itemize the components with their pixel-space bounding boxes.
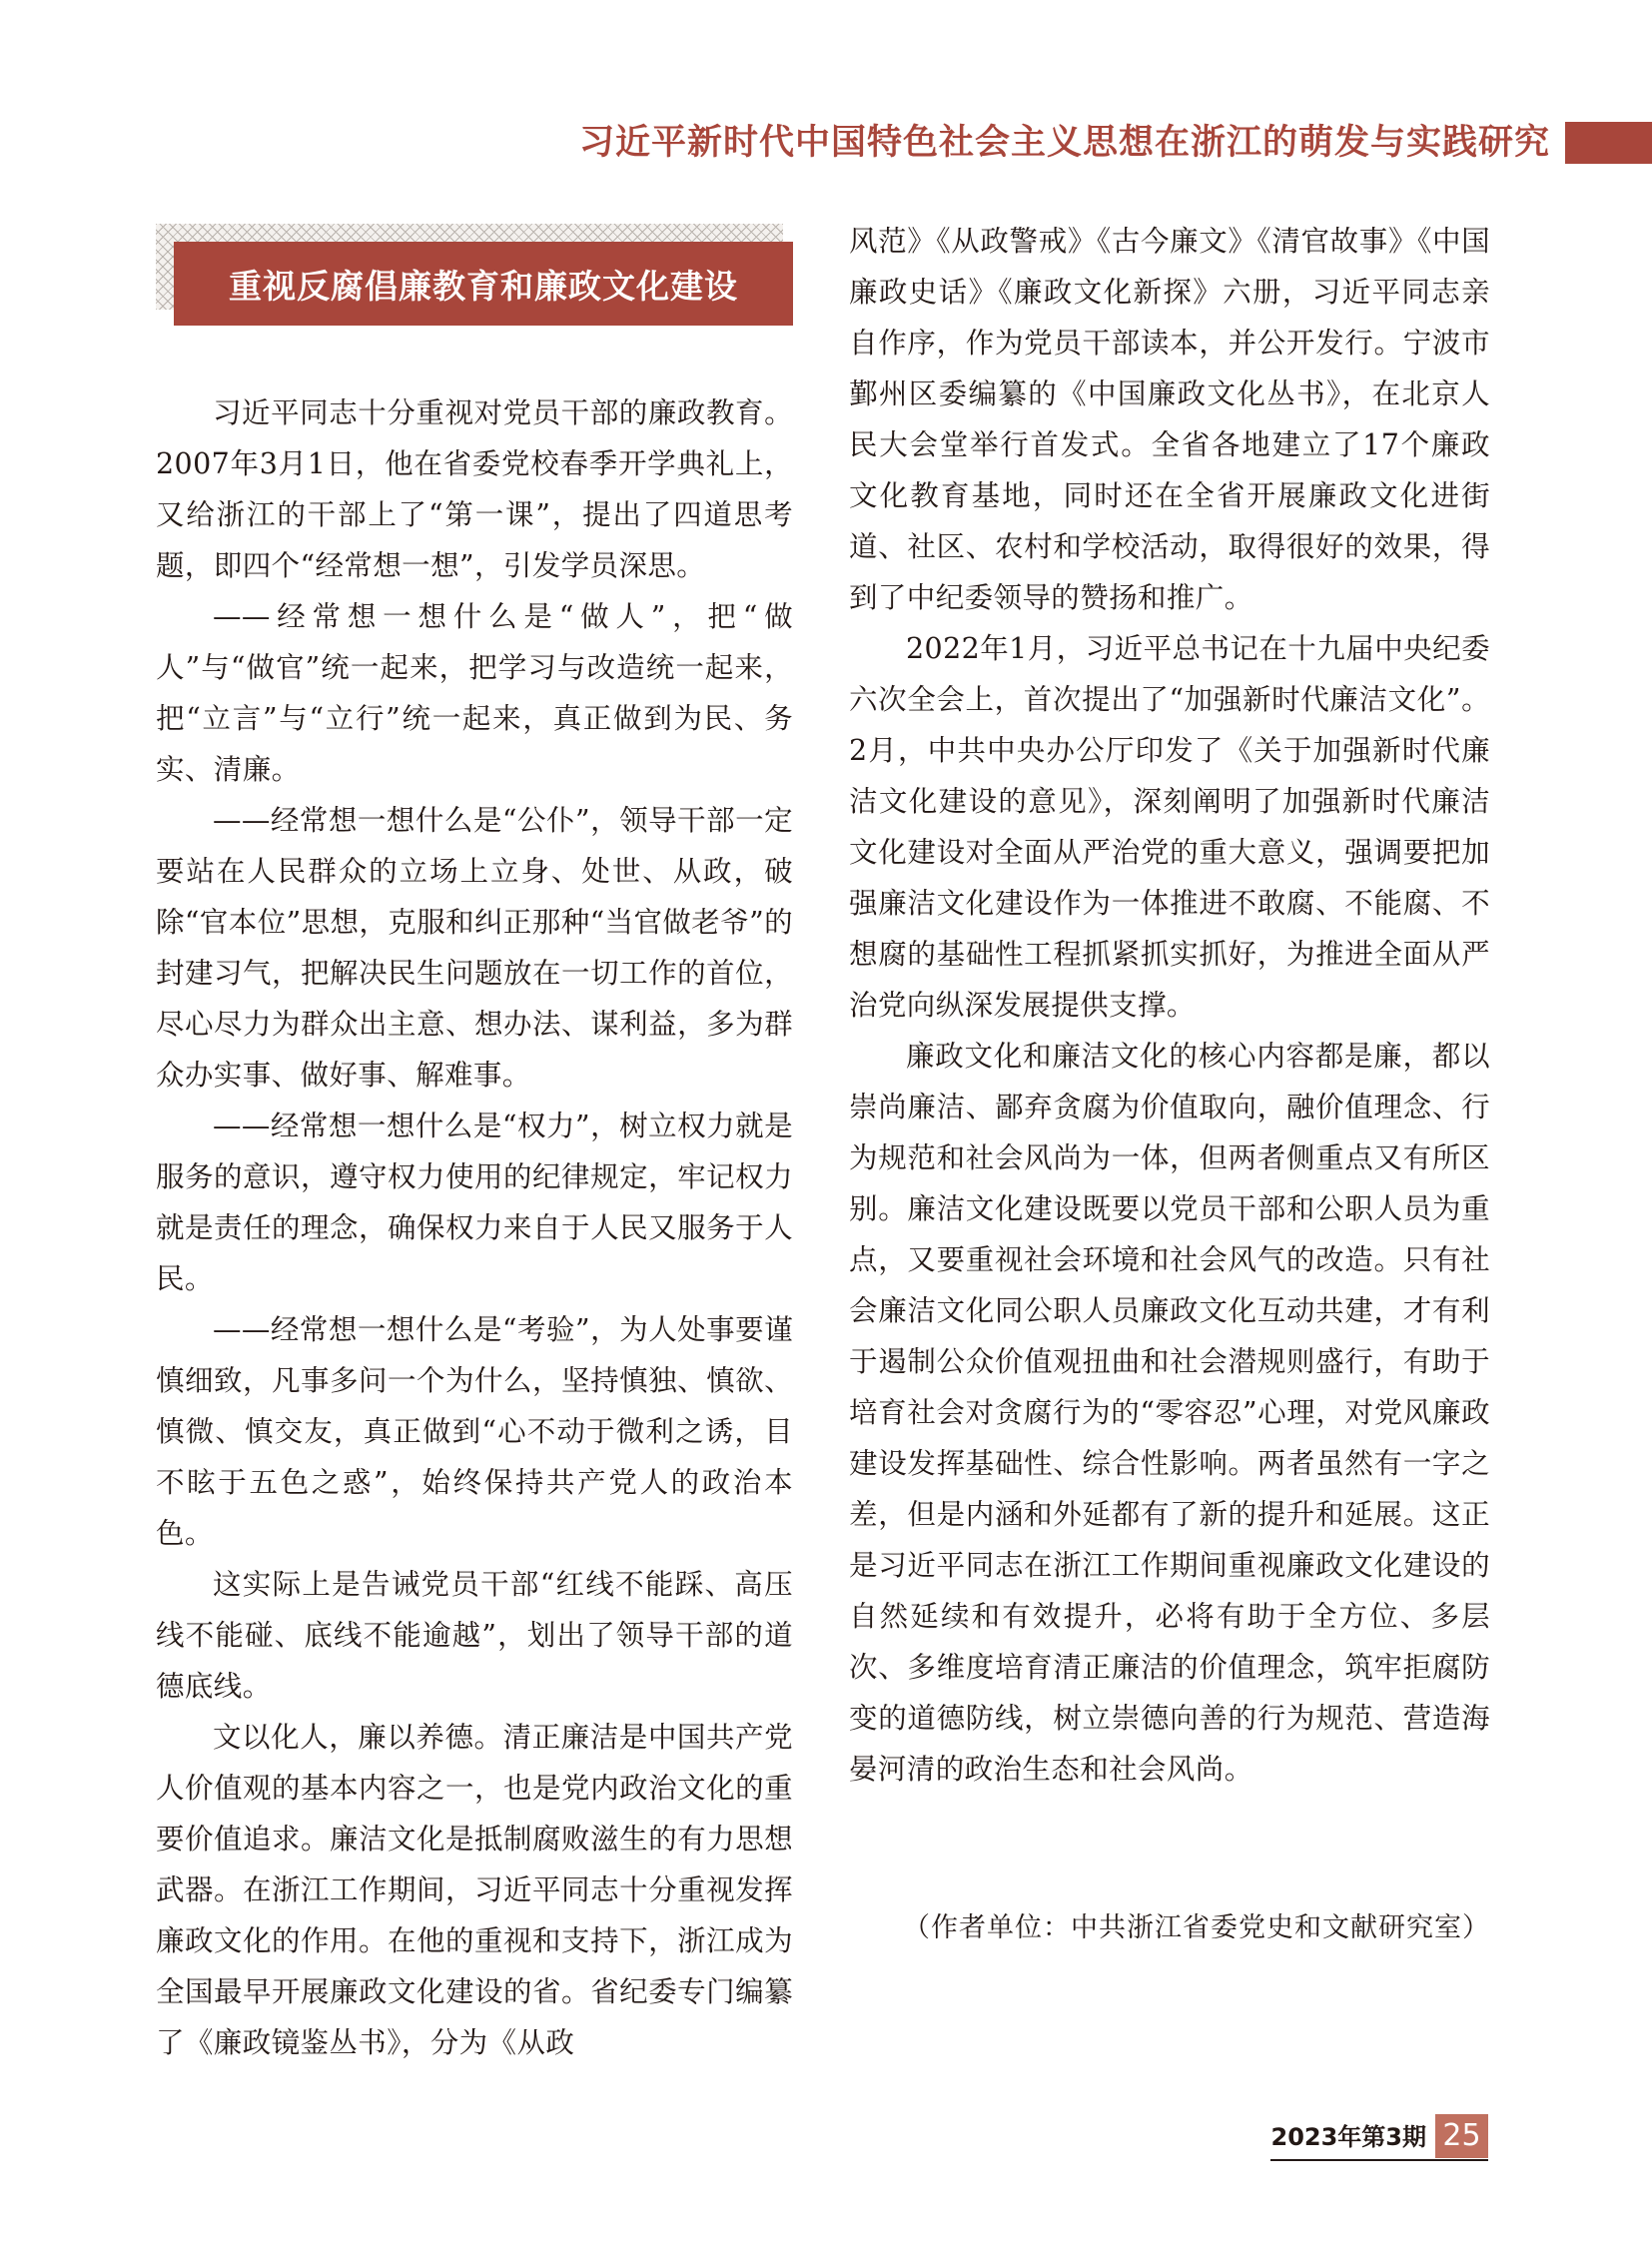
- left-column: [156, 387, 793, 2068]
- section-heading: 重视反腐倡廉教育和廉政文化建设: [174, 242, 793, 326]
- body-paragraph: 2022年1月，习近平总书记在十九届中央纪委六次全会上，首次提出了“加强新时代廉洁文化”。2月，中共中央办公厅印发了《关于加强新时代廉洁文化建设的意见》，深刻阐明了加强新时代廉洁文化建设对全面从严治党的重大意义，强调要把加强廉洁文化建设作为一体推进不敢腐、不能腐、不想腐的基础性工程抓紧抓实抓好，为推进全面从严治党向纵深发展提供支撑。: [849, 632, 1490, 1022]
- author-affiliation: （作者单位：中共浙江省委党史和文献研究室）: [903, 1912, 1490, 1943]
- right-column: [849, 216, 1490, 1795]
- footer-issue: 2023年第3期: [1270, 2123, 1426, 2151]
- body-paragraph: 习近平同志十分重视对党员干部的廉政教育。2007年3月1日，他在省委党校春季开学典礼上，又给浙江的干部上了“第一课”，提出了四道思考题，即四个“经常想一想”，引发学员深思。: [156, 396, 793, 582]
- footer-rule: [1270, 2159, 1488, 2161]
- body-paragraph: ——经常想一想什么是“做人”，把“做人”与“做官”统一起来，把学习与改造统一起来，把“立言”与“立行”统一起来，真正做到为民、务实、清廉。: [156, 600, 793, 786]
- header-color-bar: [1565, 122, 1652, 164]
- page-number: 25: [1435, 2114, 1488, 2158]
- section-heading-block: [156, 224, 793, 326]
- body-paragraph: 这实际上是告诫党员干部“红线不能踩、高压线不能碰、底线不能逾越”，划出了领导干部的道德底线。: [156, 1568, 793, 1703]
- body-paragraph-continuation: 风范》《从政警戒》《古今廉文》《清官故事》《中国廉政史话》《廉政文化新探》六册，习近平同志亲自作序，作为党员干部读本，并公开发行。宁波市鄞州区委编纂的《中国廉政文化丛书》，在北京人民大会堂举行首发式。全省各地建立了17个廉政文化教育基地，同时还在全省开展廉政文化进街道、社区、农村和学校活动，取得很好的效果，得到了中纪委领导的赞扬和推广。: [849, 225, 1490, 614]
- body-paragraph: ——经常想一想什么是“权力”，树立权力就是服务的意识，遵守权力使用的纪律规定，牢记权力就是责任的理念，确保权力来自于人民又服务于人民。: [156, 1110, 793, 1295]
- body-paragraph: ——经常想一想什么是“考验”，为人处事要谨慎细致，凡事多问一个为什么，坚持慎独、慎欲、慎微、慎交友，真正做到“心不动于微利之诱，目不眩于五色之惑”，始终保持共产党人的政治本色。: [156, 1313, 793, 1550]
- body-paragraph: 文以化人，廉以养德。清正廉洁是中国共产党人价值观的基本内容之一，也是党内政治文化的重要价值追求。廉洁文化是抵制腐败滋生的有力思想武器。在浙江工作期间，习近平同志十分重视发挥廉政文化的作用。在他的重视和支持下，浙江成为全国最早开展廉政文化建设的省。省纪委专门编纂了《廉政镜鉴丛书》，分为《从政: [156, 1721, 793, 2059]
- body-paragraph: 廉政文化和廉洁文化的核心内容都是廉，都以崇尚廉洁、鄙弃贪腐为价值取向，融价值理念、行为规范和社会风尚为一体，但两者侧重点又有所区别。廉洁文化建设既要以党员干部和公职人员为重点，又要重视社会环境和社会风气的改造。只有社会廉洁文化同公职人员廉政文化互动共建，才有利于遏制公众价值观扭曲和社会潜规则盛行，有助于培育社会对贪腐行为的“零容忍”心理，对党风廉政建设发挥基础性、综合性影响。两者虽然有一字之差，但是内涵和外延都有了新的提升和延展。这正是习近平同志在浙江工作期间重视廉政文化建设的自然延续和有效提升，必将有助于全方位、多层次、多维度培育清正廉洁的价值理念，筑牢拒腐防变的道德防线，树立崇德向善的行为规范、营造海晏河清的政治生态和社会风尚。: [849, 1040, 1490, 1786]
- body-paragraph: ——经常想一想什么是“公仆”，领导干部一定要站在人民群众的立场上立身、处世、从政，破除“官本位”思想，克服和纠正那种“当官做老爷”的封建习气，把解决民生问题放在一切工作的首位，尽心尽力为群众出主意、想办法、谋利益，多为群众办实事、做好事、解难事。: [156, 804, 793, 1092]
- running-header: 习近平新时代中国特色社会主义思想在浙江的萌发与实践研究: [578, 123, 1550, 163]
